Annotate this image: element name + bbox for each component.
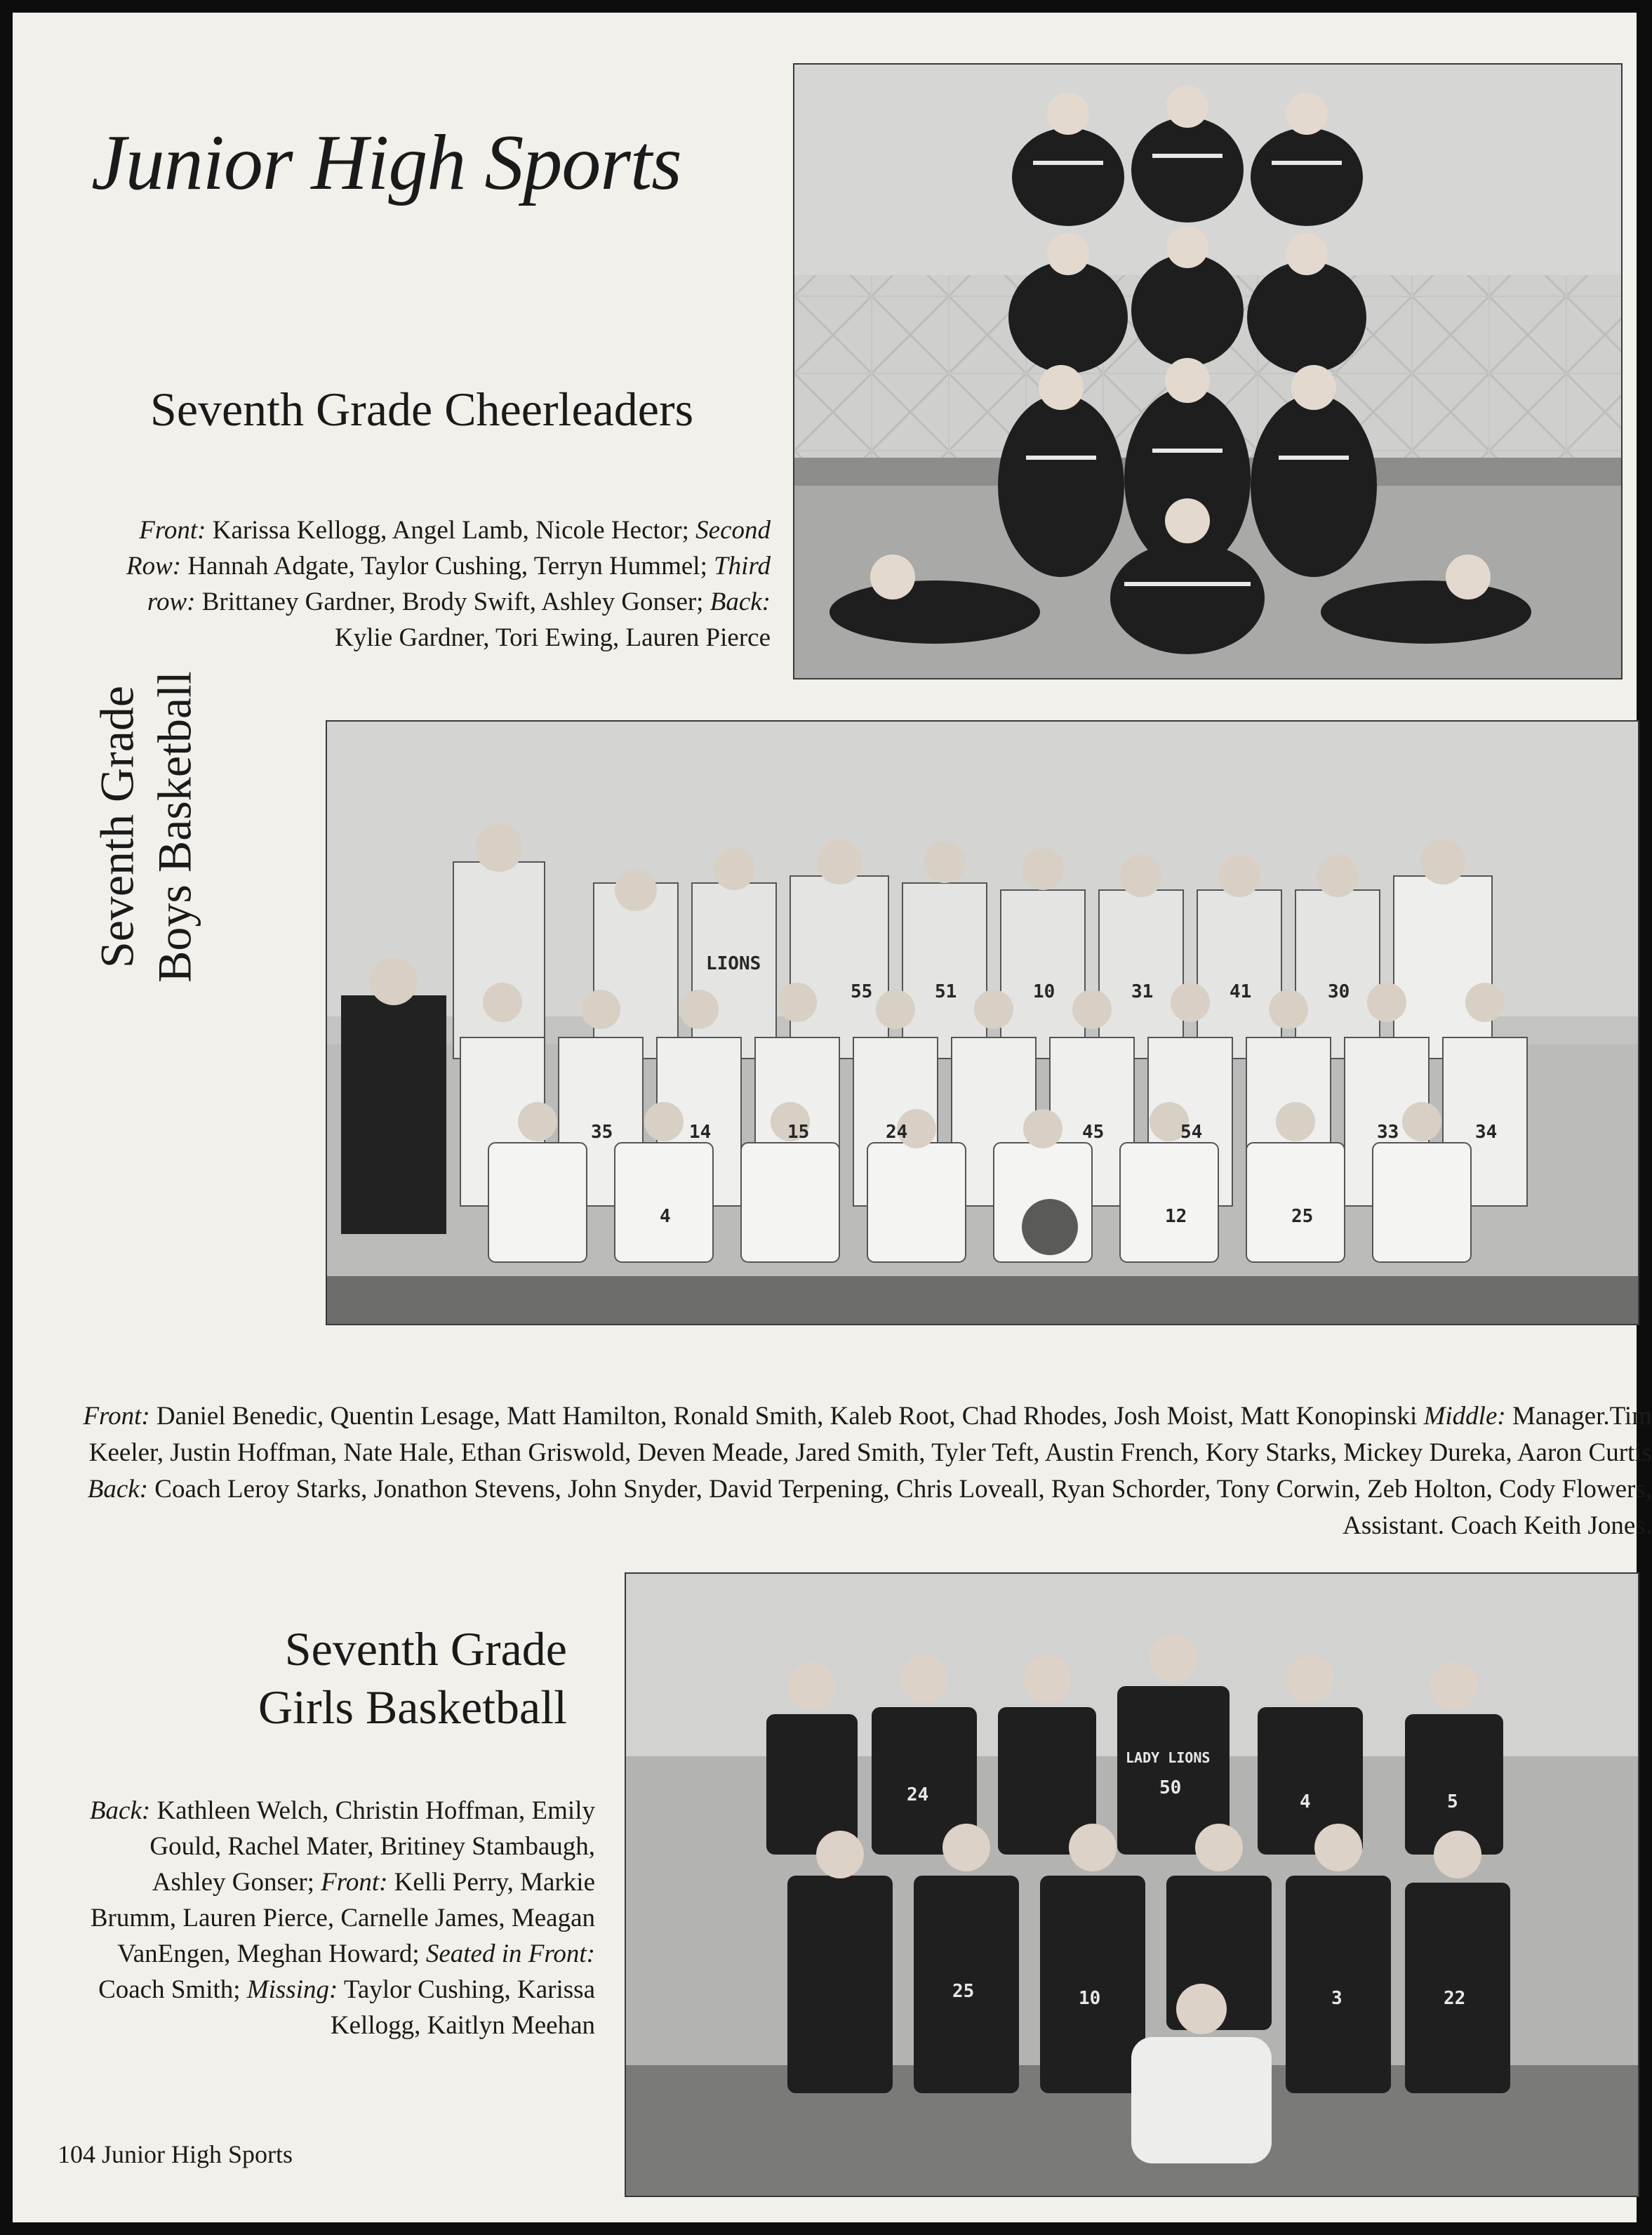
jersey-number: 4 xyxy=(660,1206,671,1227)
jersey-number: 4 xyxy=(1300,1791,1311,1812)
jersey-number: 31 xyxy=(1131,981,1154,1002)
heading-line: Seventh Grade xyxy=(284,1622,567,1676)
caption-label: Front: xyxy=(139,516,206,545)
caption-names: Brittaney Gardner, Brody Swift, Ashley Gonser; xyxy=(195,588,704,616)
caption-label: Middle: xyxy=(1423,1402,1506,1431)
jersey-number: 34 xyxy=(1475,1122,1498,1143)
heading-line: Boys Basketball xyxy=(147,671,201,983)
caption-label: Back: xyxy=(87,1475,149,1504)
caption-names: Taylor Cushing, Karissa Kellogg, Kaitlyn Meehan xyxy=(330,1975,595,2040)
caption-label: Third row: xyxy=(147,552,771,616)
girls-basketball-heading xyxy=(216,1620,567,1737)
jersey-number: 51 xyxy=(935,981,957,1002)
boys-jersey-labels xyxy=(327,722,1638,1324)
jersey-number: 24 xyxy=(886,1122,908,1143)
caption-label: Front: xyxy=(321,1868,388,1897)
boys-basketball-photo xyxy=(326,720,1639,1325)
girls-basketball-photo xyxy=(625,1572,1639,2197)
caption-names: Kathleen Welch, Christin Hoffman, Emily Gould, Rachel Mater, Britiney Stambaugh, Ashley Gonser; xyxy=(149,1796,595,1897)
jersey-number: 15 xyxy=(787,1122,810,1143)
jersey-number: 3 xyxy=(1331,1988,1343,2009)
jersey-number: 22 xyxy=(1444,1988,1466,2009)
jersey-number: 50 xyxy=(1159,1777,1182,1798)
caption-label: Missing: xyxy=(246,1975,338,2004)
caption-label: Second Row: xyxy=(126,516,771,581)
jersey-number: 35 xyxy=(591,1122,613,1143)
jersey-number: 41 xyxy=(1230,981,1252,1002)
caption-names: Karissa Kellogg, Angel Lamb, Nicole Hector; xyxy=(206,516,689,545)
jersey-number: 33 xyxy=(1377,1122,1399,1143)
jersey-label: LIONS xyxy=(706,953,761,974)
cheerleaders-photo xyxy=(793,63,1623,679)
cheerleaders-caption xyxy=(97,512,771,656)
jersey-number: 10 xyxy=(1033,981,1055,1002)
caption-names: Daniel Benedic, Quentin Lesage, Matt Hamilton, Ronald Smith, Kaleb Root, Chad Rhodes, Josh Moist, Matt Konopinski xyxy=(149,1402,1418,1431)
caption-names: Coach Smith; xyxy=(98,1975,247,2004)
yearbook-page xyxy=(13,13,1652,2222)
girls-jersey-labels xyxy=(626,1574,1638,2196)
caption-label: Front: xyxy=(83,1402,150,1431)
heading-line: Seventh Grade xyxy=(90,685,144,969)
caption-names: Hannah Adgate, Taylor Cushing, Terryn Hummel; xyxy=(181,552,707,581)
jersey-number: 25 xyxy=(1291,1206,1314,1227)
girls-basketball-caption xyxy=(83,1793,595,2043)
cheerleaders-heading: Seventh Grade Cheerleaders xyxy=(150,383,694,436)
jersey-number: 10 xyxy=(1079,1988,1101,2009)
jersey-number: 30 xyxy=(1328,981,1350,1002)
page-folio: 104 Junior High Sports xyxy=(58,2140,293,2168)
caption-names: Kelli Perry, Markie Brumm, Lauren Pierce, Carnelle James, Meagan VanEngen, Meghan Howard; xyxy=(90,1868,595,1968)
jersey-number: 14 xyxy=(689,1122,712,1143)
jersey-number: 5 xyxy=(1447,1791,1458,1812)
jersey-number: 24 xyxy=(907,1784,929,1805)
jersey-number: 45 xyxy=(1082,1122,1105,1143)
jersey-label: LADY LIONS xyxy=(1126,1749,1211,1766)
caption-label: Seated in Front: xyxy=(425,1939,595,1968)
page-title: Junior High Sports xyxy=(91,119,681,206)
caption-names: Coach Leroy Starks, Jonathon Stevens, John Snyder, David Terpening, Chris Loveall, Ryan Schorder, Tony Corwin, Zeb Holton, Cody Flowers, Assistant. Coach Keith Jones. xyxy=(148,1475,1652,1540)
jersey-number: 12 xyxy=(1165,1206,1187,1227)
caption-names: Kylie Gardner, Tori Ewing, Lauren Pierce xyxy=(335,623,771,652)
jersey-number: 25 xyxy=(952,1981,975,2002)
jersey-number: 54 xyxy=(1180,1122,1203,1143)
caption-label: Back: xyxy=(89,1796,151,1825)
cheerleaders-photo-art xyxy=(794,65,1621,678)
jersey-number: 55 xyxy=(851,981,873,1002)
boys-basketball-caption xyxy=(55,1398,1652,1544)
caption-label: Back: xyxy=(710,588,771,616)
heading-line: Girls Basketball xyxy=(258,1680,567,1734)
caption-names: Manager.Tim Keeler, Justin Hoffman, Nate Hale, Ethan Griswold, Deven Meade, Jared Smith, Tyler Teft, Austin French, Kory Starks, Mickey Dureka, Aaron Curtis xyxy=(88,1402,1652,1467)
boys-basketball-heading xyxy=(88,671,203,983)
